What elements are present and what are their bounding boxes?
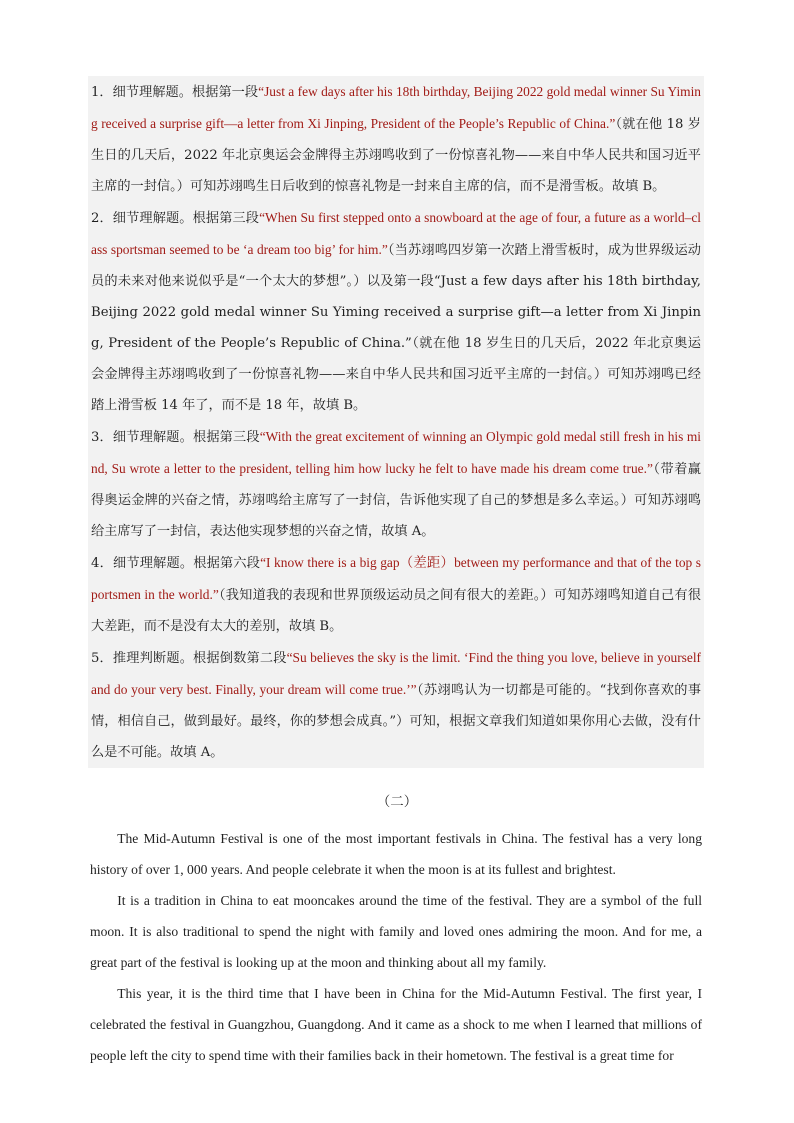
answer-item bbox=[91, 642, 701, 768]
passage-paragraph: The Mid-Autumn Festival is one of the most important festivals in China. The festival has a very long history of over 1, 000 years. And people celebrate it when the moon is at its fullest and brightest. bbox=[90, 831, 702, 877]
answer-explanation: （就在他 18 岁生日的几天后，2022 年北京奥运会金牌得主苏翊鸣收到了一份惊喜礼物——来自中华人民共和国习近平主席的一封信。）可知苏翊鸣生日后收到的惊喜礼物是一封来自主席的信，而不是滑雪板。故填 B。 bbox=[91, 117, 701, 194]
answer-prefix: 4．细节理解题。根据第六段 bbox=[91, 556, 261, 571]
passage-paragraph: It is a tradition in China to eat mooncakes around the time of the festival. They are a symbol of the full moon. It is also traditional to spend the night with family and loved ones admiring the moon. And for me, a great part of the festival is looking up at the moon and thinking about all my family. bbox=[90, 893, 702, 970]
answer-prefix: 2．细节理解题。根据第三段 bbox=[91, 211, 260, 226]
answer-item bbox=[91, 202, 701, 421]
answer-item bbox=[91, 421, 701, 547]
passage-paragraph: This year, it is the third time that I have been in China for the Mid-Autumn Festival. The first year, I celebrated the festival in Guangzhou, Guangdong. And it came as a shock to me when I learned that millions of people left the city to spend time with their families back in their hometown. The festival is a great time for bbox=[90, 986, 702, 1063]
answer-prefix: 5．推理判断题。根据倒数第二段 bbox=[91, 651, 287, 666]
answer-explanations bbox=[88, 76, 704, 768]
answer-quote: “When Su first stepped onto a snowboard at the age of four, a future as a world–class sportsman seemed to be ‘a dream too big’ for him.” bbox=[91, 210, 702, 257]
answer-quote: “Just a few days after his 18th birthday, Beijing 2022 gold medal winner Su Yiming received a surprise gift—a letter from Xi Jinping, President of the People’s Republic of China.” bbox=[91, 84, 701, 131]
answer-quote: “With the great excitement of winning an Olympic gold medal still fresh in his mind, Su wrote a letter to the president, telling him how lucky he felt to have made his dream come true.” bbox=[91, 429, 701, 476]
reading-passage bbox=[90, 823, 702, 1071]
answer-quote: “I know there is a big gap（差距）between my performance and that of the top sportsmen in the world.” bbox=[91, 555, 702, 602]
answer-explanation: （苏翊鸣认为一切都是可能的。“找到你喜欢的事情，相信自己，做到最好。最终，你的梦想会成真。”）可知，根据文章我们知道如果你用心去做，没有什么是不可能。故填 A。 bbox=[91, 683, 702, 760]
answer-explanation: （我知道我的表现和世界顶级运动员之间有很大的差距。）可知苏翊鸣知道自己有很大差距，而不是没有太大的差别，故填 B。 bbox=[91, 588, 702, 634]
answer-prefix: 3．细节理解题。根据第三段 bbox=[91, 430, 260, 445]
answer-explanation: （当苏翊鸣四岁第一次踏上滑雪板时，成为世界级运动员的未来对他来说似乎是“一个太大的梦想”。）以及第一段“Just a few days after his 18th birthday, Beijing 2022 gold medal winner Su Yiming received a surprise gift—a letter from Xi Jinping, President of the People’s Republic of China.”（就在他 18 岁生日的几天后，2022 年北京奥运会金牌得主苏翊鸣收到了一份惊喜礼物——来自中华人民共和国习近平主席的一封信。）可知苏翊鸣已经踏上滑雪板 14 年了，而不是 18 年，故填 B。 bbox=[91, 243, 701, 413]
answer-explanation: （带着赢得奥运金牌的兴奋之情，苏翊鸣给主席写了一封信，告诉他实现了自己的梦想是多么幸运。）可知苏翊鸣给主席写了一封信，表达他实现梦想的兴奋之情，故填 A。 bbox=[91, 462, 701, 539]
answer-item bbox=[91, 547, 701, 642]
answer-quote: “Su believes the sky is the limit. ‘Find the thing you love, believe in yourself and do your very best. Finally, your dream will come true.’” bbox=[91, 650, 702, 697]
answer-prefix: 1．细节理解题。根据第一段 bbox=[91, 85, 259, 100]
answer-item bbox=[91, 76, 701, 202]
section-title: （二） bbox=[376, 794, 418, 810]
